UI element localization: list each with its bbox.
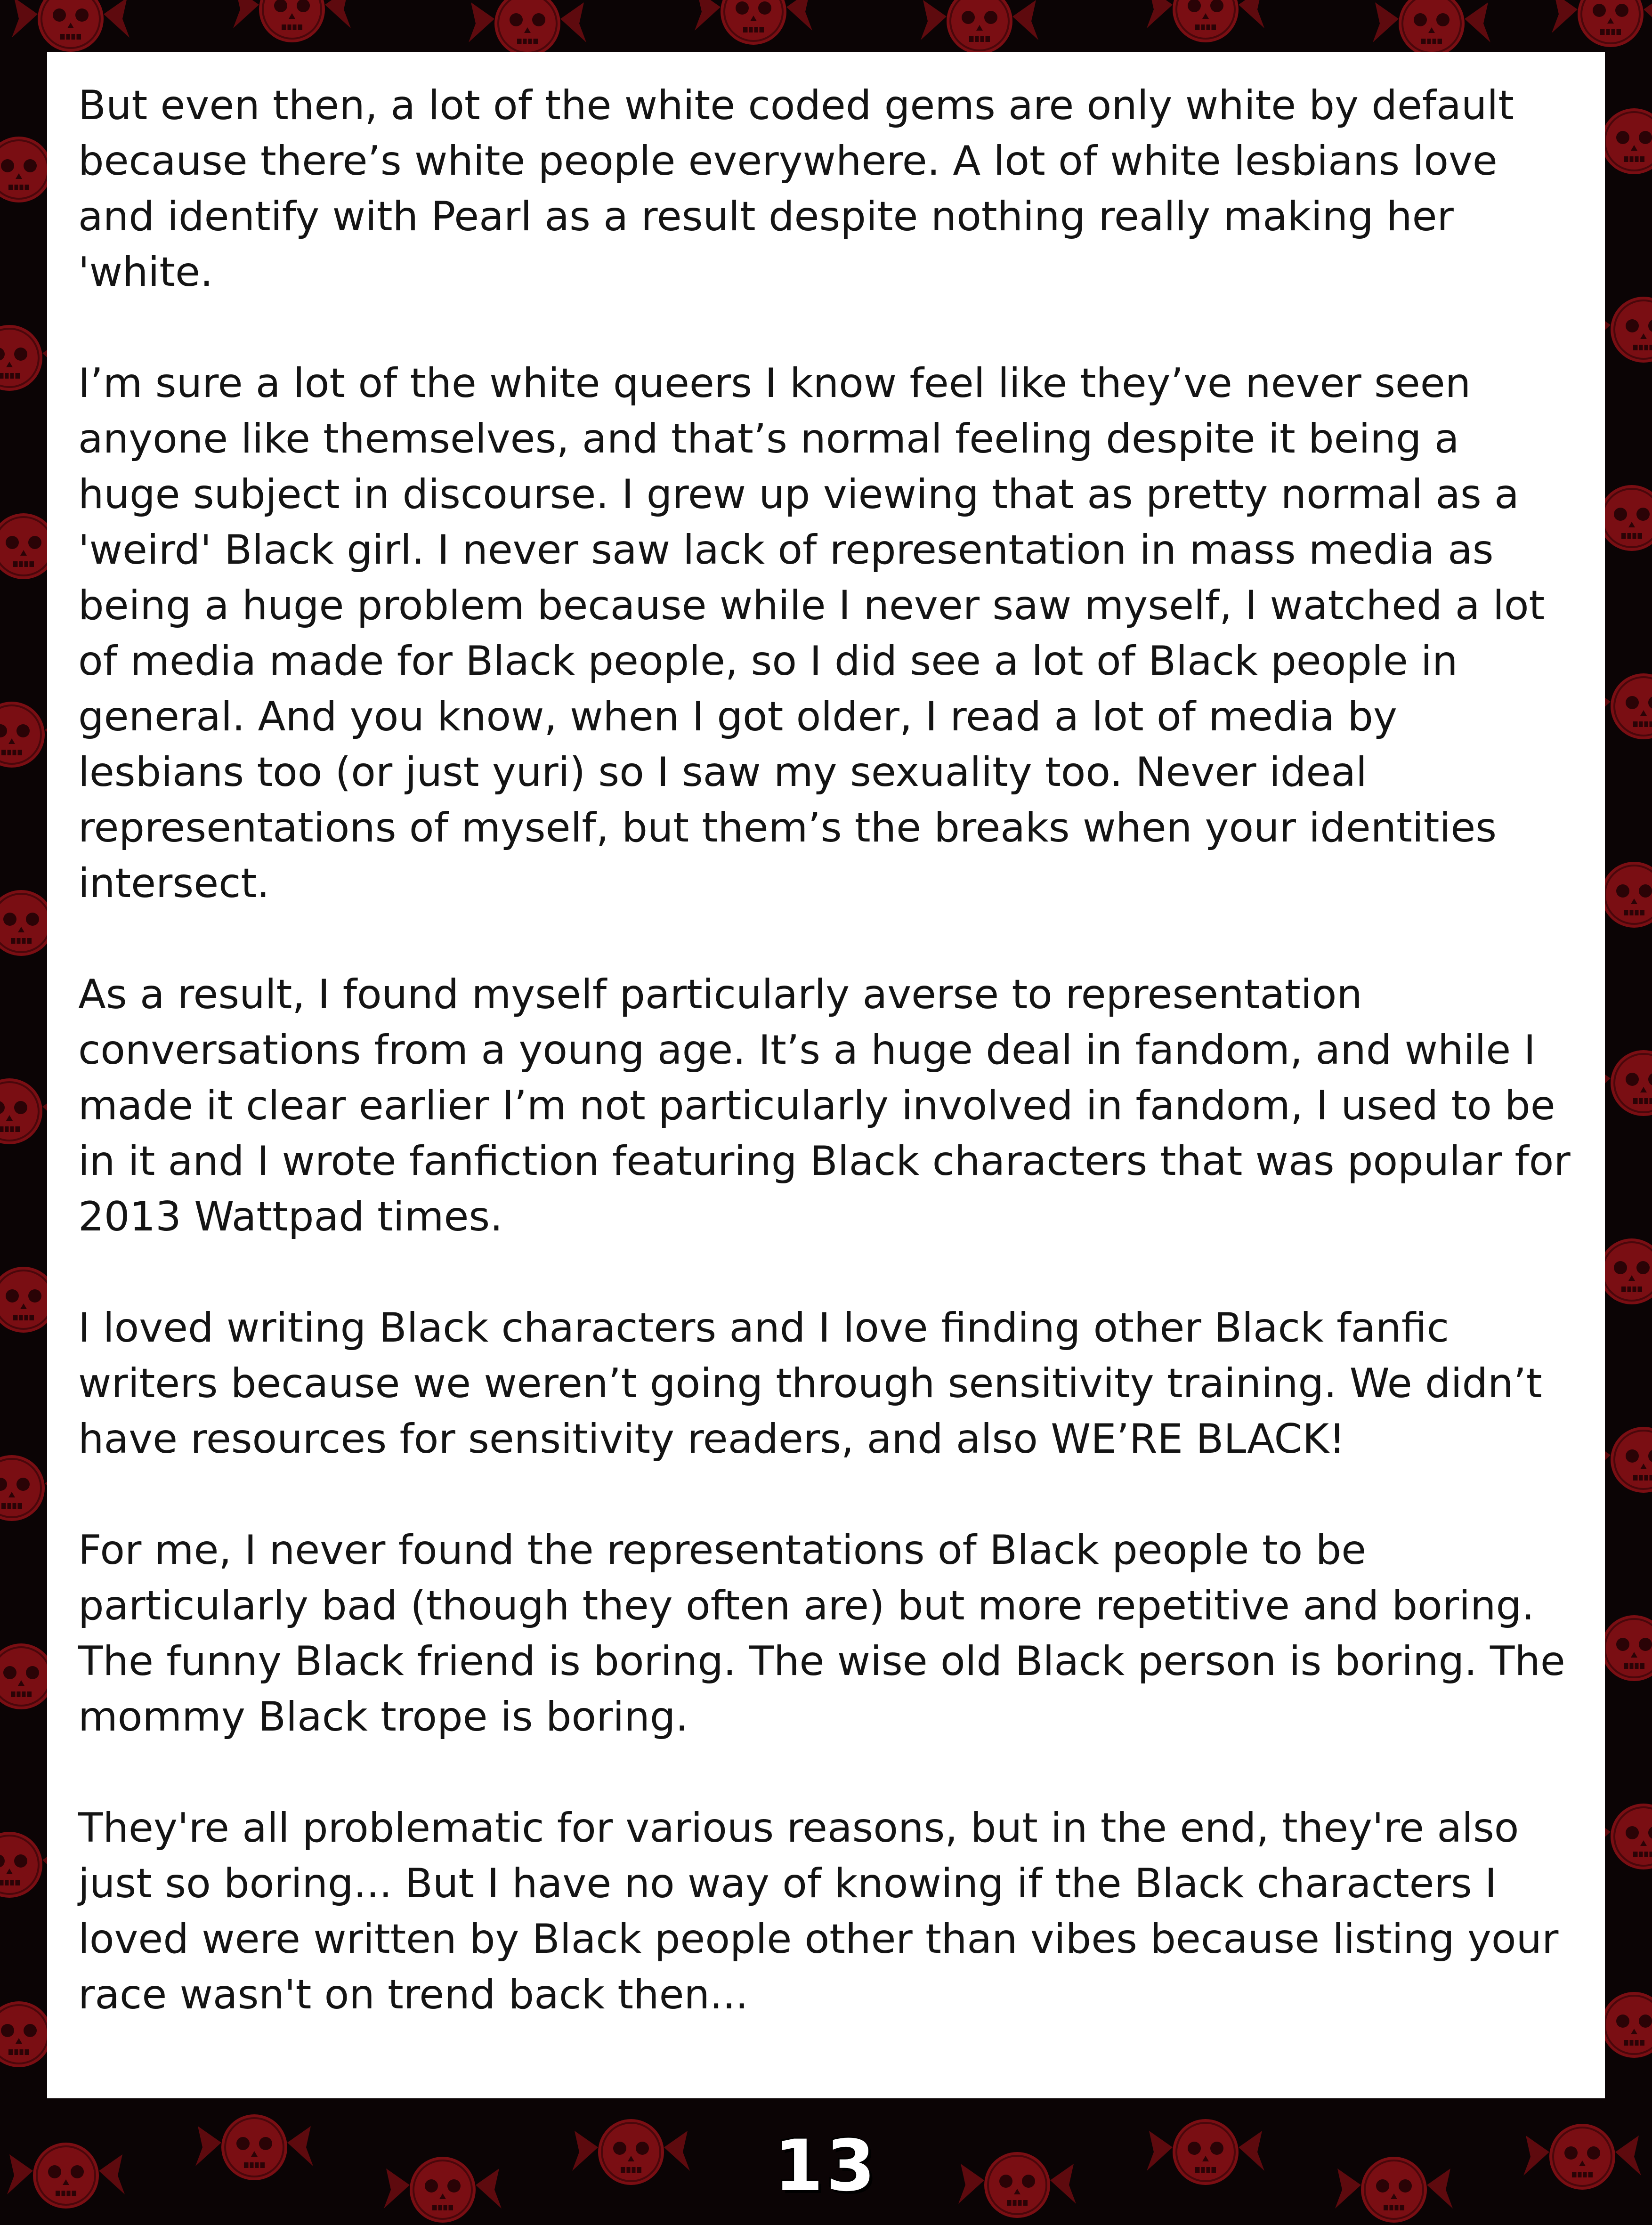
- page-number: 13: [774, 2125, 878, 2207]
- paragraph-1: But even then, a lot of the white coded gems are only white by default because there’s white people everywhere. A lot of white lesbians love and identify with Pearl as a result despite nothing really making her 'white.: [78, 82, 1514, 296]
- paragraph-6: They're all problematic for various reasons, but in the end, they're also just so boring... But I have no way of knowing if the Black characters I loved were written by Black people other than vibes because listing your race wasn't on trend back then...: [78, 1804, 1559, 2018]
- paragraph-4: I loved writing Black characters and I love finding other Black fanfic writers because we weren’t going through sensitivity training. We didn’t have resources for sensitivity readers, and also WE’RE BLACK!: [78, 1304, 1542, 1463]
- paragraph-5: For me, I never found the representations of Black people to be particularly bad (though they often are) but more repetitive and boring. The funny Black friend is boring. The wise old Black person is boring. The mommy Black trope is boring.: [78, 1527, 1565, 1740]
- page-content-panel: [47, 52, 1605, 2098]
- paragraph-3: As a result, I found myself particularly averse to representation conversations from a young age. It’s a huge deal in fandom, and while I made it clear earlier I’m not particularly involved in fandom, I used to be in it and I wrote fanfiction featuring Black characters that was popular for 2013 Wattpad times.: [78, 971, 1571, 1240]
- paragraph-2: I’m sure a lot of the white queers I know feel like they’ve never seen anyone like themselves, and that’s normal feeling despite it being a huge subject in discourse. I grew up viewing that as pretty normal as a 'weird' Black girl. I never saw lack of representation in mass media as being a huge problem because while I never saw myself, I watched a lot of media made for Black people, so I did see a lot of Black people in general. And you know, when I got older, I read a lot of media by lesbians too (or just yuri) so I saw my sexuality too. Never ideal representations of myself, but them’s the breaks when your identities intersect.: [78, 360, 1545, 907]
